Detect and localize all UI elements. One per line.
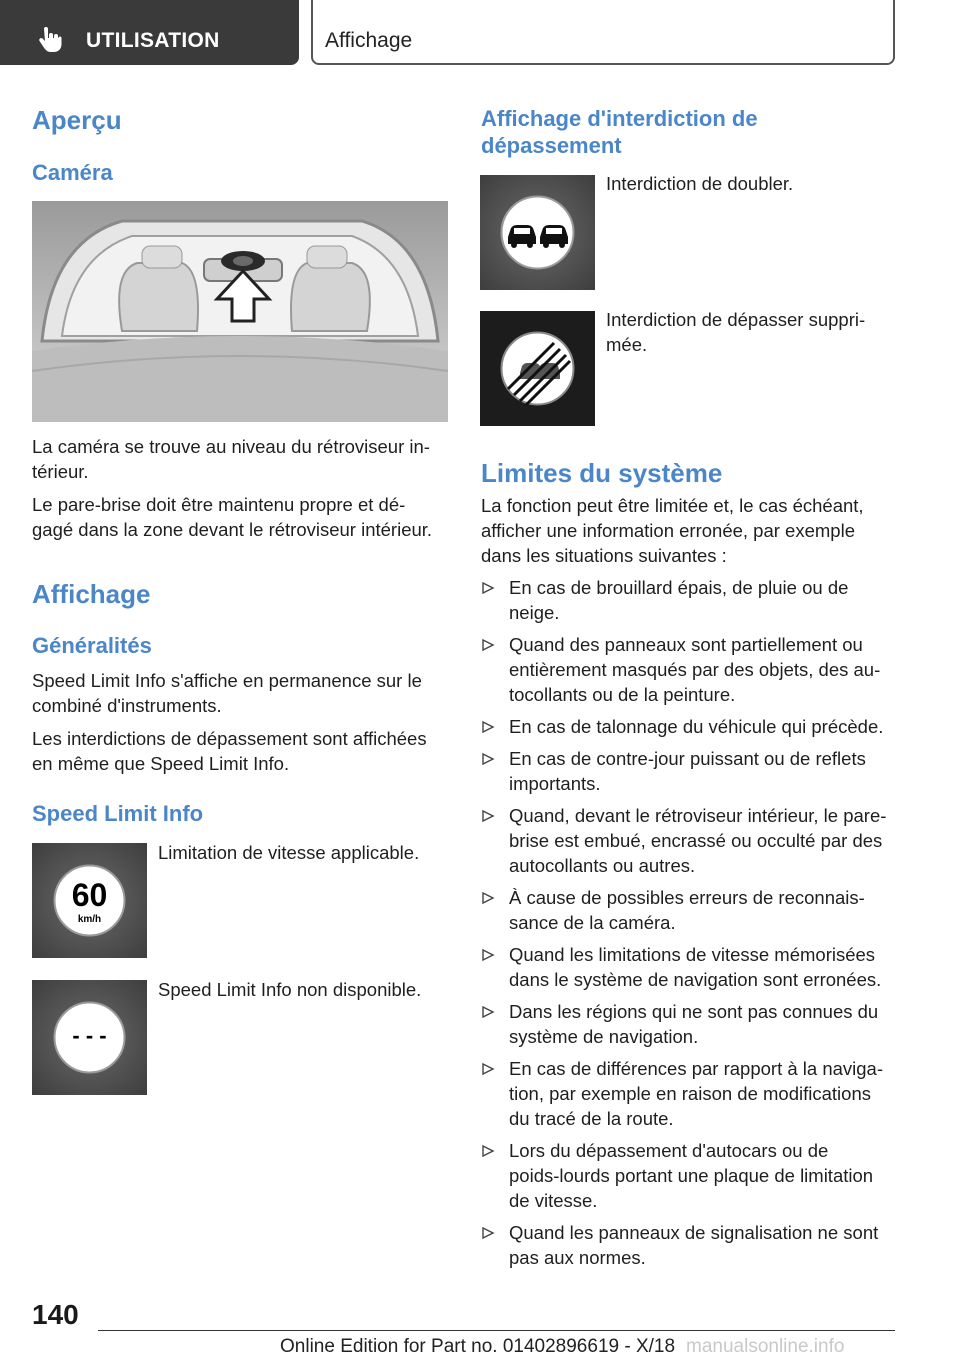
bullet-line: tocollants ou de la peinture. [509, 684, 736, 705]
bullet-item [481, 746, 901, 796]
heading-affichage: Affichage [32, 579, 151, 609]
camera-paragraph-2-line-2: gagé dans la zone devant le rétroviseur intérieur. [32, 519, 433, 540]
unavailable-dashes: - - - [72, 1023, 107, 1048]
bullet-line: En cas de brouillard épais, de pluie ou de [509, 577, 849, 598]
bullet-line: de vitesse. [509, 1190, 598, 1211]
bullet-item [481, 942, 901, 992]
heading-interdiction-line-1: Affichage d'interdiction de [481, 106, 758, 131]
footer-edition: Online Edition for Part no. 01402896619 - X/18 [280, 1336, 676, 1357]
generalites-paragraph-2-line-1: Les interdictions de dépassement sont affichées [32, 728, 427, 749]
bullet-item [481, 632, 901, 707]
speed-value: 60 [71, 877, 108, 913]
no-overtaking-sign-icon [480, 175, 595, 290]
no-overtaking-caption: Interdiction de doubler. [606, 173, 794, 194]
bullet-item [481, 885, 901, 935]
triangle-bullet-icon [481, 1226, 495, 1240]
end-no-overtaking-sign-icon [480, 311, 595, 426]
page-title: Affichage [325, 29, 413, 52]
heading-apercu: Aperçu [32, 105, 122, 135]
camera-location-illustration [32, 201, 448, 422]
triangle-bullet-icon [481, 891, 495, 905]
speed-limit-caption: Limitation de vitesse applicable. [158, 842, 420, 863]
limites-paragraph-line-3: dans les situations suivantes : [481, 545, 727, 566]
section-label: UTILISATION [86, 29, 220, 52]
bullet-line: En cas de différences par rapport à la naviga‐ [509, 1058, 883, 1079]
bullet-line: sance de la caméra. [509, 912, 676, 933]
end-no-overtaking-caption-line-1: Interdiction de dépasser suppri‐ [606, 309, 866, 330]
camera-paragraph-1-line-1: La caméra se trouve au niveau du rétroviseur in‐ [32, 436, 430, 457]
bullet-line: tion, par exemple en raison de modifications [509, 1083, 871, 1104]
camera-paragraph-2-line-1: Le pare-brise doit être maintenu propre et dé‐ [32, 494, 406, 515]
heading-generalites: Généralités [32, 633, 152, 658]
triangle-bullet-icon [481, 1144, 495, 1158]
generalites-paragraph-1-line-2: combiné d'instruments. [32, 695, 222, 716]
bullet-line: poids-lourds portant une plaque de limitation [509, 1165, 874, 1186]
triangle-bullet-icon [481, 720, 495, 734]
watermark: manualsonline.info [686, 1336, 845, 1357]
heading-camera: Caméra [32, 160, 113, 185]
bullet-line: En cas de contre-jour puissant ou de reflets [509, 748, 866, 769]
bullet-item [481, 803, 901, 878]
end-no-overtaking-caption-line-2: mée. [606, 334, 648, 355]
bullet-item [481, 1220, 901, 1270]
heading-speed-limit-info: Speed Limit Info [32, 801, 204, 826]
triangle-bullet-icon [481, 1062, 495, 1076]
speed-limit-unavailable-caption: Speed Limit Info non disponible. [158, 979, 422, 1000]
bullet-line: du tracé de la route. [509, 1108, 674, 1129]
hand-pointer-icon [35, 25, 63, 53]
triangle-bullet-icon [481, 638, 495, 652]
page-number: 140 [32, 1299, 79, 1330]
bullet-line: À cause de possibles erreurs de reconnais‐ [509, 887, 865, 908]
speed-limit-60-sign-icon [32, 843, 147, 958]
heading-interdiction-line-2: dépassement [481, 133, 622, 158]
bullet-item [481, 1056, 901, 1131]
heading-limites-du-systeme: Limites du système [481, 458, 723, 488]
bullet-line: neige. [509, 602, 560, 623]
bullet-line: Quand, devant le rétroviseur intérieur, le pare- [509, 805, 887, 826]
bullet-item [481, 999, 901, 1049]
bullet-line: dans le système de navigation sont erronées. [509, 969, 882, 990]
triangle-bullet-icon [481, 581, 495, 595]
bullet-line: Quand les panneaux de signalisation ne sont [509, 1222, 879, 1243]
speed-limit-unavailable-sign-icon [32, 980, 147, 1095]
generalites-paragraph-1-line-1: Speed Limit Info s'affiche en permanence sur le [32, 670, 422, 691]
bullet-line: Quand des panneaux sont partiellement ou [509, 634, 863, 655]
limites-paragraph-line-2: afficher une information erronée, par exemple [481, 520, 855, 541]
triangle-bullet-icon [481, 1005, 495, 1019]
bullet-line: système de navigation. [509, 1026, 699, 1047]
bullet-line: pas aux normes. [509, 1247, 646, 1268]
bullet-line: brise est embué, encrassé ou occulté par des [509, 830, 883, 851]
bullet-line: Dans les régions qui ne sont pas connues du [509, 1001, 879, 1022]
limites-paragraph-line-1: La fonction peut être limitée et, le cas échéant, [481, 495, 864, 516]
bullet-line: En cas de talonnage du véhicule qui précède. [509, 716, 884, 737]
bullet-item [481, 714, 901, 739]
bullet-line: entièrement masqués par des objets, des au‐ [509, 659, 881, 680]
camera-paragraph-1-line-2: térieur. [32, 461, 89, 482]
footer-divider [98, 1330, 895, 1331]
limitations-bullet-list [481, 575, 901, 1277]
bullet-line: autocollants ou autres. [509, 855, 696, 876]
bullet-line: Lors du dépassement d'autocars ou de [509, 1140, 829, 1161]
generalites-paragraph-2-line-2: en même que Speed Limit Info. [32, 753, 290, 774]
triangle-bullet-icon [481, 752, 495, 766]
header-section-tab [0, 0, 299, 65]
triangle-bullet-icon [481, 948, 495, 962]
bullet-line: importants. [509, 773, 601, 794]
bullet-line: Quand les limitations de vitesse mémorisées [509, 944, 876, 965]
triangle-bullet-icon [481, 809, 495, 823]
bullet-item [481, 575, 901, 625]
bullet-item [481, 1138, 901, 1213]
speed-unit: km/h [77, 914, 102, 925]
